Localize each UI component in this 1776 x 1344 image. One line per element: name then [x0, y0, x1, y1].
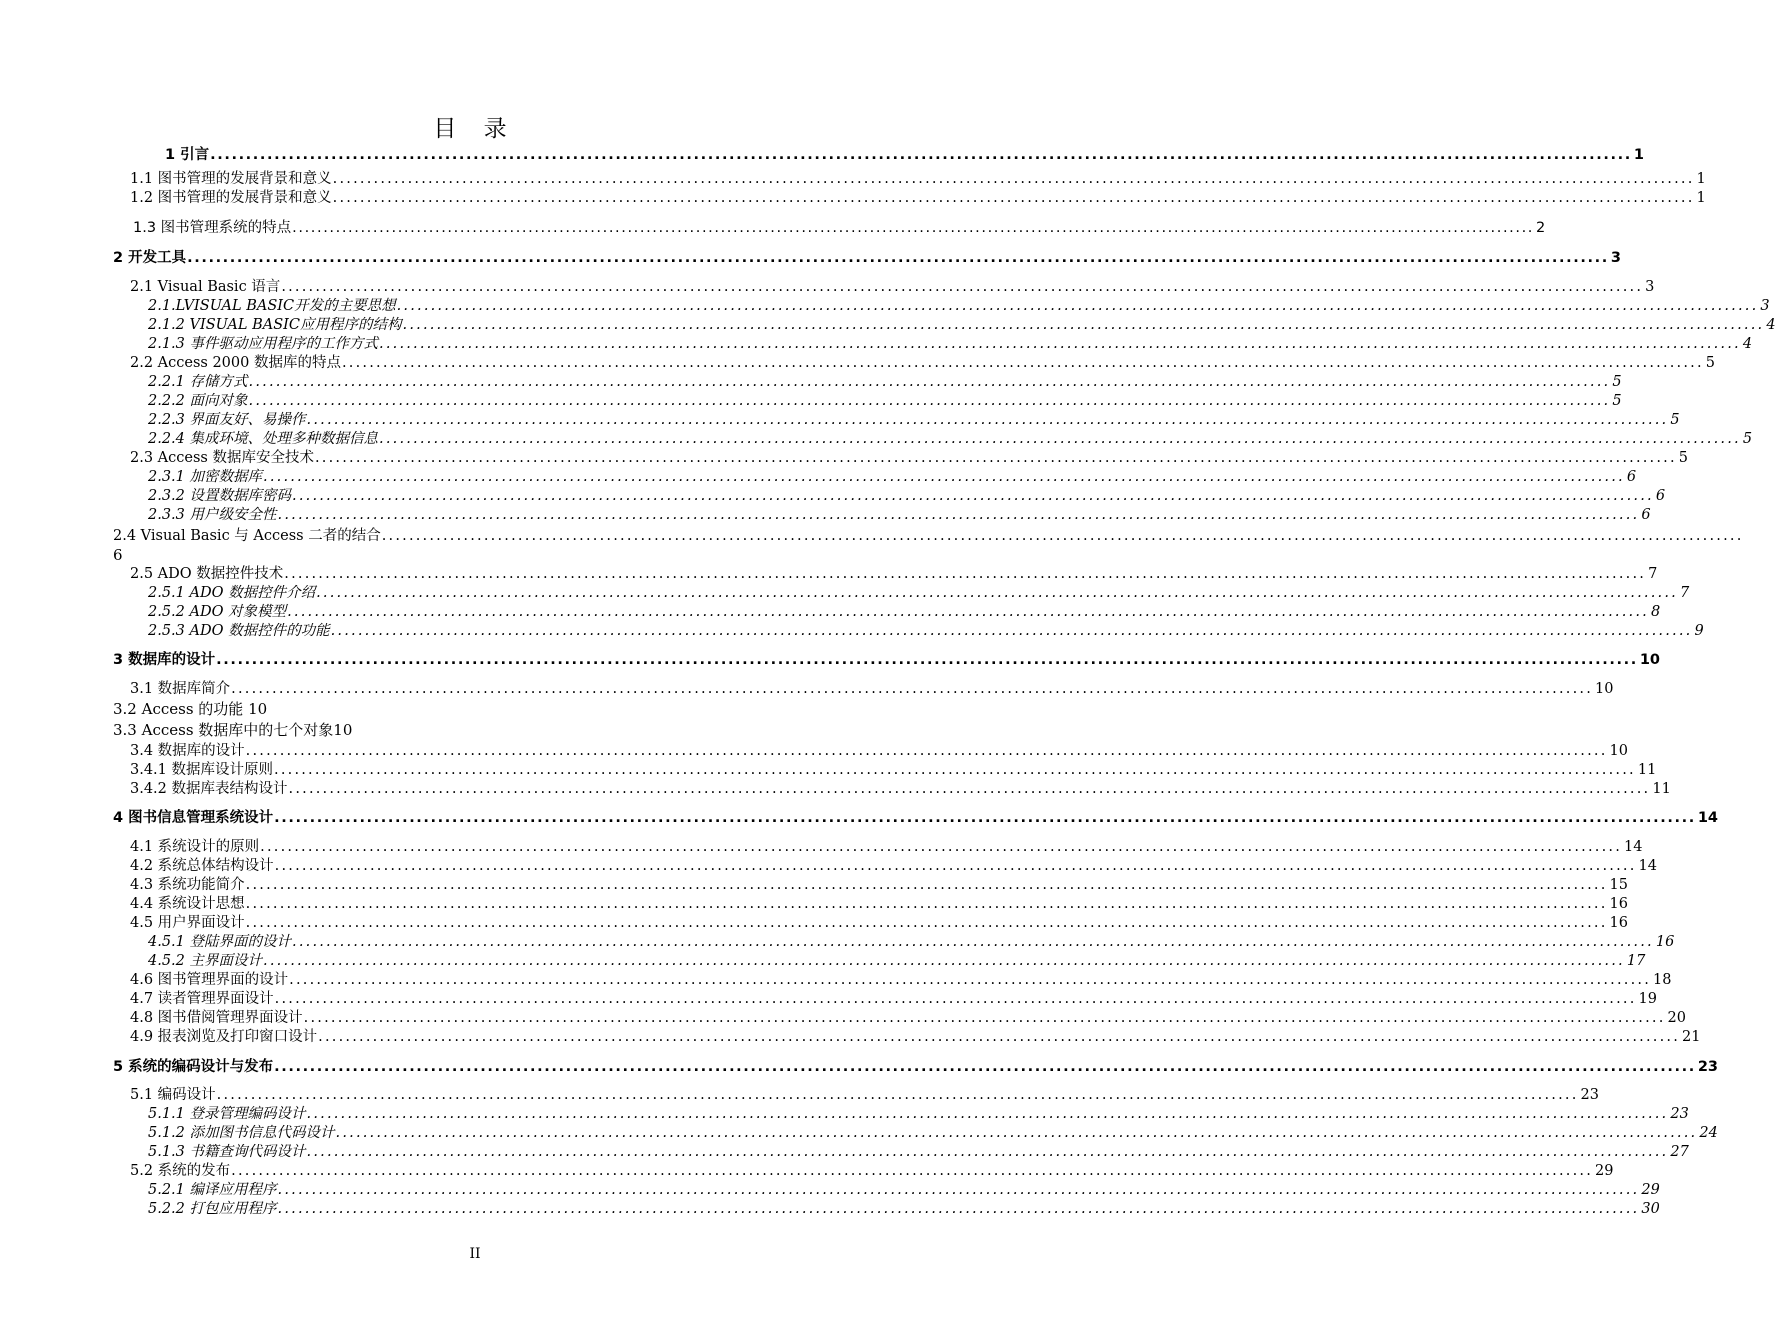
toc-page-number: 6 — [1641, 507, 1651, 523]
toc-dot-leader: ........................................................................................................................................................................................................ — [396, 298, 1759, 314]
toc-page-number: 20 — [1667, 1010, 1686, 1026]
toc-entry-2-5[interactable] — [130, 565, 1658, 584]
toc-page-number: 21 — [1682, 1029, 1701, 1045]
toc-entry-3-3[interactable]: 3.3 Access 数据库中的七个对象10 — [113, 721, 353, 739]
toc-entry-label: 3 数据库的设计 — [113, 652, 216, 668]
toc-entry-label: 4 图书信息管理系统设计 — [113, 810, 274, 826]
toc-dot-leader: ........................................................................................................................................................................................................ — [216, 1087, 1579, 1103]
toc-page-number: 1 — [1633, 147, 1644, 163]
toc-entry-label: 5.2.1 编译应用程序 — [148, 1182, 277, 1198]
toc-title: 目 录 — [433, 116, 517, 142]
toc-page-number: 16 — [1609, 915, 1628, 931]
toc-dot-leader: ........................................................................................................................................................................................................ — [277, 1182, 1640, 1198]
toc-entry-2-2-2[interactable] — [148, 392, 1622, 411]
toc-entry-2-2[interactable] — [130, 354, 1716, 373]
toc-entry-3-4[interactable] — [130, 742, 1628, 761]
toc-page-number: 2 — [1536, 220, 1546, 236]
toc-entry-3-4-1[interactable] — [130, 761, 1657, 780]
toc-entry-label: 5.1.3 书籍查询代码设计 — [148, 1144, 306, 1160]
toc-page-number: 5 — [1612, 374, 1622, 390]
toc-entry-4-5-2[interactable] — [148, 952, 1646, 971]
toc-entry-2-1-2[interactable] — [148, 316, 1776, 335]
toc-page-number: 23 — [1580, 1087, 1599, 1103]
toc-entry-label: 4.6 图书管理界面的设计 — [130, 972, 289, 988]
toc-page-number: 30 — [1641, 1201, 1660, 1217]
toc-page-number: 27 — [1670, 1144, 1689, 1160]
toc-page-number: 18 — [1653, 972, 1672, 988]
toc-dot-leader: ........................................................................................................................................................................................................ — [381, 528, 1744, 544]
toc-entry-label: 3.4.2 数据库表结构设计 — [130, 781, 288, 797]
toc-entry-4[interactable] — [113, 809, 1718, 828]
toc-entry-label: 2.2.1 存储方式 — [148, 374, 248, 390]
toc-dot-leader: ........................................................................................................................................................................................................ — [292, 220, 1534, 236]
toc-entry-label: 5 系统的编码设计与发布 — [113, 1059, 274, 1075]
toc-page-number: 10 — [1609, 743, 1628, 759]
toc-page-number: 14 — [1697, 810, 1718, 826]
toc-entry-label: 4.7 读者管理界面设计 — [130, 991, 274, 1007]
toc-dot-leader: ........................................................................................................................................................................................................ — [316, 585, 1678, 601]
toc-entry-2-2-1[interactable] — [148, 373, 1622, 392]
toc-dot-leader: ........................................................................................................................................................................................................ — [284, 566, 1647, 582]
toc-entry-label: 2.2 Access 2000 数据库的特点 — [130, 355, 341, 371]
toc-entry-2-5-2[interactable] — [148, 603, 1661, 622]
toc-entry-label: 1.2 图书管理的发展背景和意义 — [130, 190, 332, 206]
toc-entry-5-1-2[interactable] — [148, 1124, 1718, 1143]
toc-dot-leader: ........................................................................................................................................................................................................ — [287, 604, 1649, 620]
toc-entry-4-3[interactable] — [130, 876, 1628, 895]
toc-dot-leader: ........................................................................................................................................................................................................ — [245, 896, 1608, 912]
toc-page-number: 3 — [1645, 279, 1655, 295]
toc-dot-leader: ........................................................................................................................................................................................................ — [281, 279, 1644, 295]
toc-entry-5-2[interactable] — [130, 1162, 1614, 1181]
toc-entry-label: 1.1 图书管理的发展背景和意义 — [130, 171, 332, 187]
toc-entry-2-3-1[interactable] — [148, 468, 1637, 487]
toc-entry-4-4[interactable] — [130, 895, 1628, 914]
toc-entry-label: 4.4 系统设计思想 — [130, 896, 245, 912]
toc-dot-leader: ........................................................................................................................................................................................................ — [330, 623, 1693, 639]
toc-entry-2-2-3[interactable] — [148, 411, 1680, 430]
toc-entry-label: 1.3 图书管理系统的特点 — [133, 220, 292, 236]
toc-dot-leader: ........................................................................................................................................................................................................ — [379, 336, 1741, 352]
toc-page-number: 11 — [1652, 781, 1671, 797]
toc-entry-label: 3.4.1 数据库设计原则 — [130, 762, 274, 778]
toc-page-number: 16 — [1655, 934, 1675, 950]
toc-dot-leader: ........................................................................................................................................................................................................ — [263, 469, 1625, 485]
toc-page-number: 1 — [1696, 190, 1706, 206]
toc-page-number: 5 — [1705, 355, 1716, 371]
toc-page-number: 4 — [1742, 336, 1753, 352]
toc-entry-label: 2.5.1 ADO 数据控件介绍 — [148, 585, 316, 601]
toc-entry-label: 2.4 Visual Basic 与 Access 二者的结合 — [113, 528, 381, 544]
toc-entry-label: 4.5.2 主界面设计 — [148, 953, 263, 969]
toc-entry-label: 4.8 图书借阅管理界面设计 — [130, 1010, 303, 1026]
toc-entry-2-4-page: 6 — [113, 546, 123, 564]
toc-dot-leader: ........................................................................................................................................................................................................ — [306, 1144, 1669, 1160]
toc-entry-2-1-1[interactable] — [148, 297, 1770, 316]
toc-dot-leader: ........................................................................................................................................................................................................ — [306, 1106, 1669, 1122]
toc-page-number: 3 — [1610, 250, 1621, 266]
toc-dot-leader: ........................................................................................................................................................................................................ — [277, 1201, 1640, 1217]
toc-dot-leader: ........................................................................................................................................................................................................ — [274, 1059, 1696, 1075]
toc-dot-leader: ........................................................................................................................................................................................................ — [288, 781, 1651, 797]
toc-entry-3[interactable] — [113, 651, 1660, 670]
toc-entry-5-1[interactable] — [130, 1086, 1599, 1105]
toc-entry-label: 2 开发工具 — [113, 250, 187, 266]
toc-entry-1-2[interactable] — [130, 189, 1706, 208]
toc-page-number: 5 — [1678, 450, 1689, 466]
toc-entry-label: 1 引言 — [165, 147, 210, 163]
toc-dot-leader: ........................................................................................................................................................................................................ — [292, 934, 1654, 950]
toc-entry-5-1-1[interactable] — [148, 1105, 1689, 1124]
toc-page-number: 14 — [1638, 858, 1657, 874]
toc-entry-label: 5.1 编码设计 — [130, 1087, 216, 1103]
toc-dot-leader: ........................................................................................................................................................................................................ — [277, 507, 1640, 523]
toc-page-number: 11 — [1637, 762, 1657, 778]
toc-entry-1-3[interactable] — [133, 219, 1546, 238]
toc-page-number: 5 — [1742, 431, 1753, 447]
toc-entry-label: 2.1.LVISUAL BASIC开发的主要思想 — [148, 298, 396, 314]
toc-page-number: 5 — [1670, 412, 1680, 428]
toc-entry-4-9[interactable] — [130, 1028, 1701, 1047]
toc-entry-label: 2.2.2 面向对象 — [148, 393, 248, 409]
toc-dot-leader: ........................................................................................................................................................................................................ — [402, 317, 1765, 333]
toc-entry-2-3[interactable] — [130, 449, 1689, 468]
toc-dot-leader: ........................................................................................................................................................................................................ — [210, 147, 1632, 163]
toc-entry-2[interactable] — [113, 249, 1621, 268]
toc-page-number: 6 — [1655, 488, 1666, 504]
toc-entry-label: 2.2.3 界面友好、易操作 — [148, 412, 306, 428]
toc-entry-1[interactable] — [165, 146, 1644, 165]
toc-entry-3-1[interactable] — [130, 680, 1614, 699]
toc-entry-2-4[interactable] — [113, 527, 1744, 546]
toc-dot-leader: ........................................................................................................................................................................................................ — [292, 488, 1654, 504]
toc-entry-5-2-1[interactable] — [148, 1181, 1660, 1200]
toc-entry-3-4-2[interactable] — [130, 780, 1671, 799]
toc-dot-leader: ........................................................................................................................................................................................................ — [274, 991, 1637, 1007]
toc-page-number: 15 — [1609, 877, 1628, 893]
toc-dot-leader: ........................................................................................................................................................................................................ — [274, 858, 1637, 874]
toc-entry-4-7[interactable] — [130, 990, 1657, 1009]
toc-entry-2-5-3[interactable] — [148, 622, 1704, 641]
toc-page-number: 14 — [1624, 839, 1643, 855]
toc-page-number: 9 — [1694, 623, 1704, 639]
toc-dot-leader: ........................................................................................................................................................................................................ — [314, 450, 1677, 466]
toc-entry-2-1[interactable] — [130, 278, 1655, 297]
toc-entry-label: 4.9 报表浏览及打印窗口设计 — [130, 1029, 318, 1045]
toc-page-number: 16 — [1609, 896, 1628, 912]
toc-page-number: 6 — [1626, 469, 1637, 485]
toc-dot-leader: ........................................................................................................................................................................................................ — [289, 972, 1651, 988]
toc-dot-leader: ........................................................................................................................................................................................................ — [274, 762, 1636, 778]
toc-entry-label: 2.3.3 用户级安全性 — [148, 507, 277, 523]
toc-entry-label: 5.1.2 添加图书信息代码设计 — [148, 1125, 335, 1141]
toc-page-number: 4 — [1766, 317, 1776, 333]
toc-page-number: 24 — [1699, 1125, 1718, 1141]
toc-entry-4-2[interactable] — [130, 857, 1657, 876]
toc-entry-4-5-1[interactable] — [148, 933, 1675, 952]
toc-entry-5-1-3[interactable] — [148, 1143, 1689, 1162]
toc-entry-label: 2.1.3 事件驱动应用程序的工作方式 — [148, 336, 379, 352]
toc-entry-label: 5.1.1 登录管理编码设计 — [148, 1106, 306, 1122]
toc-entry-label: 4.5 用户界面设计 — [130, 915, 245, 931]
toc-entry-label: 5.2.2 打包应用程序 — [148, 1201, 277, 1217]
toc-page-number: 3 — [1760, 298, 1770, 314]
toc-dot-leader: ........................................................................................................................................................................................................ — [245, 915, 1608, 931]
toc-entry-2-3-3[interactable] — [148, 506, 1651, 525]
toc-entry-label: 2.5.3 ADO 数据控件的功能 — [148, 623, 330, 639]
toc-entry-4-1[interactable] — [130, 838, 1643, 857]
toc-entry-label: 2.3.2 设置数据库密码 — [148, 488, 292, 504]
toc-dot-leader: ........................................................................................................................................................................................................ — [318, 1029, 1680, 1045]
toc-entry-4-6[interactable] — [130, 971, 1672, 990]
toc-entry-5[interactable] — [113, 1058, 1718, 1077]
toc-page-number: 5 — [1612, 393, 1622, 409]
toc-page-number: 29 — [1595, 1163, 1614, 1179]
toc-entry-2-5-1[interactable] — [148, 584, 1690, 603]
toc-dot-leader: ........................................................................................................................................................................................................ — [231, 681, 1593, 697]
toc-entry-label: 2.1.2 VISUAL BASIC应用程序的结构 — [148, 317, 402, 333]
toc-entry-label: 3.1 数据库简介 — [130, 681, 231, 697]
toc-entry-label: 2.5 ADO 数据控件技术 — [130, 566, 284, 582]
toc-entry-label: 3.4 数据库的设计 — [130, 743, 245, 759]
toc-entry-2-3-2[interactable] — [148, 487, 1666, 506]
toc-page-number: 8 — [1650, 604, 1661, 620]
toc-dot-leader: ........................................................................................................................................................................................................ — [263, 953, 1625, 969]
toc-dot-leader: ........................................................................................................................................................................................................ — [187, 250, 1609, 266]
toc-page-number: 23 — [1697, 1059, 1718, 1075]
toc-page-number: 7 — [1679, 585, 1690, 601]
toc-dot-leader: ........................................................................................................................................................................................................ — [341, 355, 1704, 371]
toc-page-number: 29 — [1641, 1182, 1660, 1198]
toc-dot-leader: ........................................................................................................................................................................................................ — [332, 171, 1695, 187]
toc-entry-label: 2.1 Visual Basic 语言 — [130, 279, 281, 295]
toc-entry-4-8[interactable] — [130, 1009, 1686, 1028]
toc-page-number: 10 — [1639, 652, 1660, 668]
toc-dot-leader: ........................................................................................................................................................................................................ — [245, 877, 1608, 893]
page-number-footer: II — [469, 1246, 481, 1262]
toc-dot-leader: ........................................................................................................................................................................................................ — [274, 810, 1696, 826]
toc-entry-label: 4.2 系统总体结构设计 — [130, 858, 274, 874]
toc-entry-3-2[interactable]: 3.2 Access 的功能 10 — [113, 700, 268, 718]
toc-entry-label: 4.5.1 登陆界面的设计 — [148, 934, 292, 950]
toc-dot-leader: ........................................................................................................................................................................................................ — [260, 839, 1622, 855]
toc-dot-leader: ........................................................................................................................................................................................................ — [248, 374, 1611, 390]
toc-dot-leader: ........................................................................................................................................................................................................ — [306, 412, 1669, 428]
toc-page-number: 7 — [1648, 566, 1658, 582]
toc-entry-2-2-4[interactable] — [148, 430, 1753, 449]
toc-dot-leader: ........................................................................................................................................................................................................ — [335, 1125, 1698, 1141]
toc-page-number: 1 — [1696, 171, 1706, 187]
toc-entry-label: 2.2.4 集成环境、处理多种数据信息 — [148, 431, 379, 447]
toc-dot-leader: ........................................................................................................................................................................................................ — [248, 393, 1611, 409]
toc-entry-label: 5.2 系统的发布 — [130, 1163, 231, 1179]
toc-entry-1-1[interactable] — [130, 170, 1706, 189]
toc-entry-2-1-3[interactable] — [148, 335, 1753, 354]
toc-entry-label: 2.3 Access 数据库安全技术 — [130, 450, 314, 466]
toc-page-number: 17 — [1626, 953, 1646, 969]
toc-entry-label: 4.1 系统设计的原则 — [130, 839, 260, 855]
toc-page-number: 19 — [1638, 991, 1657, 1007]
toc-dot-leader: ........................................................................................................................................................................................................ — [231, 1163, 1593, 1179]
toc-entry-4-5[interactable] — [130, 914, 1628, 933]
toc-dot-leader: ........................................................................................................................................................................................................ — [332, 190, 1695, 206]
toc-dot-leader: ........................................................................................................................................................................................................ — [303, 1010, 1666, 1026]
toc-entry-label: 2.3.1 加密数据库 — [148, 469, 263, 485]
toc-dot-leader: ........................................................................................................................................................................................................ — [379, 431, 1741, 447]
toc-page-number: 23 — [1670, 1106, 1689, 1122]
toc-entry-label: 2.5.2 ADO 对象模型 — [148, 604, 287, 620]
toc-dot-leader: ........................................................................................................................................................................................................ — [245, 743, 1608, 759]
toc-page-number: 10 — [1595, 681, 1614, 697]
toc-dot-leader: ........................................................................................................................................................................................................ — [216, 652, 1638, 668]
toc-entry-5-2-2[interactable] — [148, 1200, 1660, 1219]
toc-entry-label: 4.3 系统功能简介 — [130, 877, 245, 893]
